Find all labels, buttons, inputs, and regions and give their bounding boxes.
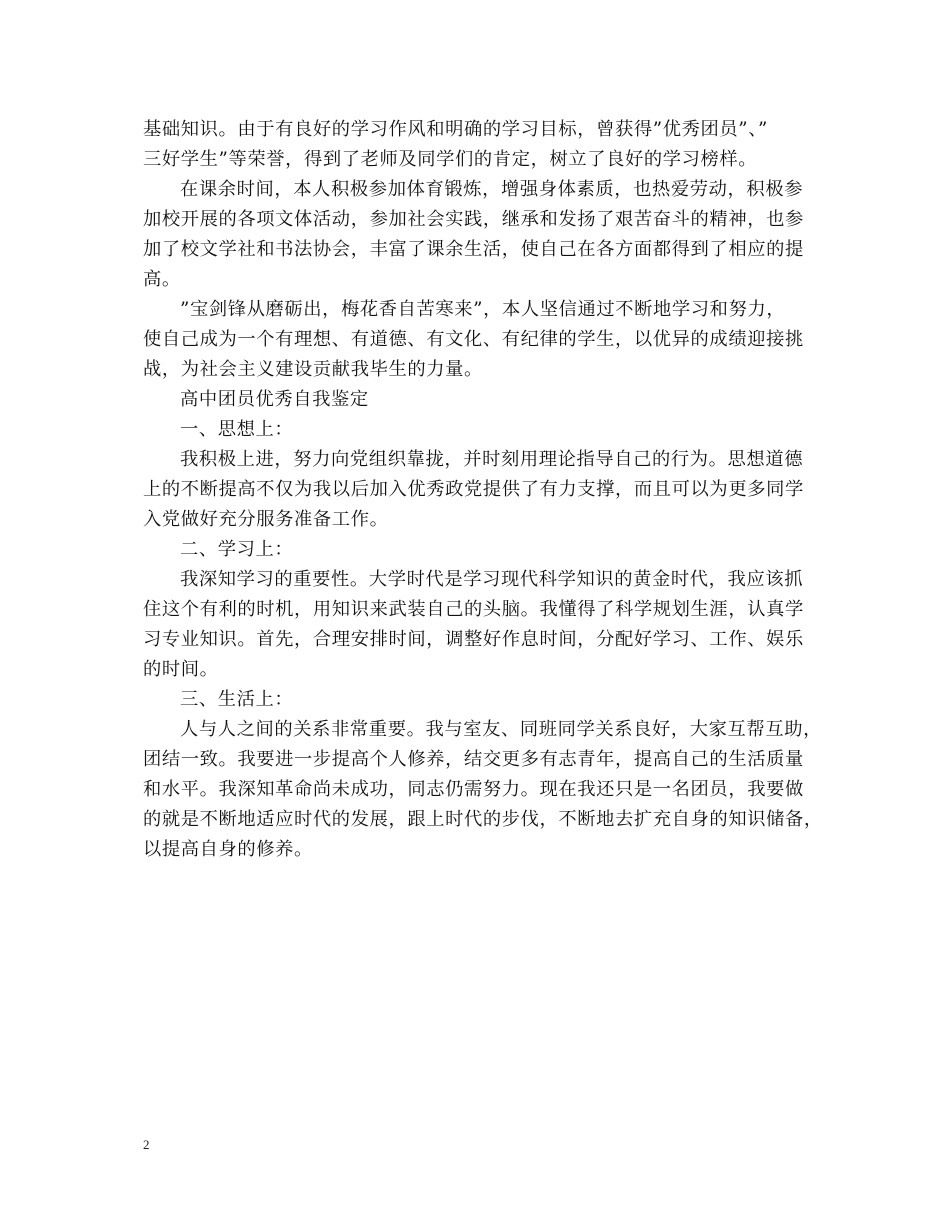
page-number: 2 [143,1137,150,1152]
text-line: 团结一致。我要进一步提高个人修养，结交更多有志青年，提高自己的生活质量 [143,749,804,770]
subsection-heading: 三、生活上： [180,689,294,710]
text-line: 加校开展的各项文体活动，参加社会实践，继承和发扬了艰苦奋斗的精神，也参 [143,209,804,230]
section-heading: 高中团员优秀自我鉴定 [180,389,369,410]
text-line: 人与人之间的关系非常重要。我与室友、同班同学关系良好，大家互帮互助， [180,719,822,740]
text-line: 在课余时间，本人积极参加体育锻炼，增强身体素质，也热爱劳动，积极参 [180,179,804,200]
text-line: 和水平。我深知革命尚未成功，同志仍需努力。现在我还只是一名团员，我要做 [143,779,804,800]
text-line: 的就是不断地适应时代的发展，跟上时代的步伐，不断地去扩充自身的知识储备， [143,809,823,830]
text-line: 我深知学习的重要性。大学时代是学习现代科学知识的黄金时代，我应该抓 [180,569,804,590]
text-line: 以提高自身的修养。 [143,839,313,860]
text-line: 基础知识。由于有良好的学习作风和明确的学习目标，曾获得”优秀团员”、” [143,119,768,140]
body-text [143,115,823,865]
text-line: ”宝剑锋从磨砺出，梅花香自苦寒来”，本人坚信通过不断地学习和努力， [180,299,786,320]
text-block [143,115,823,865]
text-line: 高。 [143,269,181,290]
text-line: 住这个有利的时机，用知识来武装自己的头脑。我懂得了科学规划生涯，认真学 [143,599,804,620]
text-line: 加了校文学社和书法协会，丰富了课余生活，使自己在各方面都得到了相应的提 [143,239,804,260]
text-line: 我积极上进，努力向党组织靠拢，并时刻用理论指导自己的行为。思想道德 [180,449,804,470]
text-line: 三好学生”等荣誉，得到了老师及同学们的肯定，树立了良好的学习榜样。 [143,149,758,170]
text-line: 习专业知识。首先，合理安排时间，调整好作息时间，分配好学习、工作、娱乐 [143,629,804,650]
text-line: 使自己成为一个有理想、有道德、有文化、有纪律的学生，以优异的成绩迎接挑 [143,329,804,350]
subsection-heading: 一、思想上： [180,419,294,440]
text-line: 上的不断提高不仅为我以后加入优秀政党提供了有力支撑，而且可以为更多同学 [143,479,804,500]
subsection-heading: 二、学习上： [180,539,294,560]
text-line: 入党做好充分服务准备工作。 [143,509,389,530]
text-line: 的时间。 [143,659,219,680]
text-line: 战，为社会主义建设贡献我毕生的力量。 [143,359,483,380]
